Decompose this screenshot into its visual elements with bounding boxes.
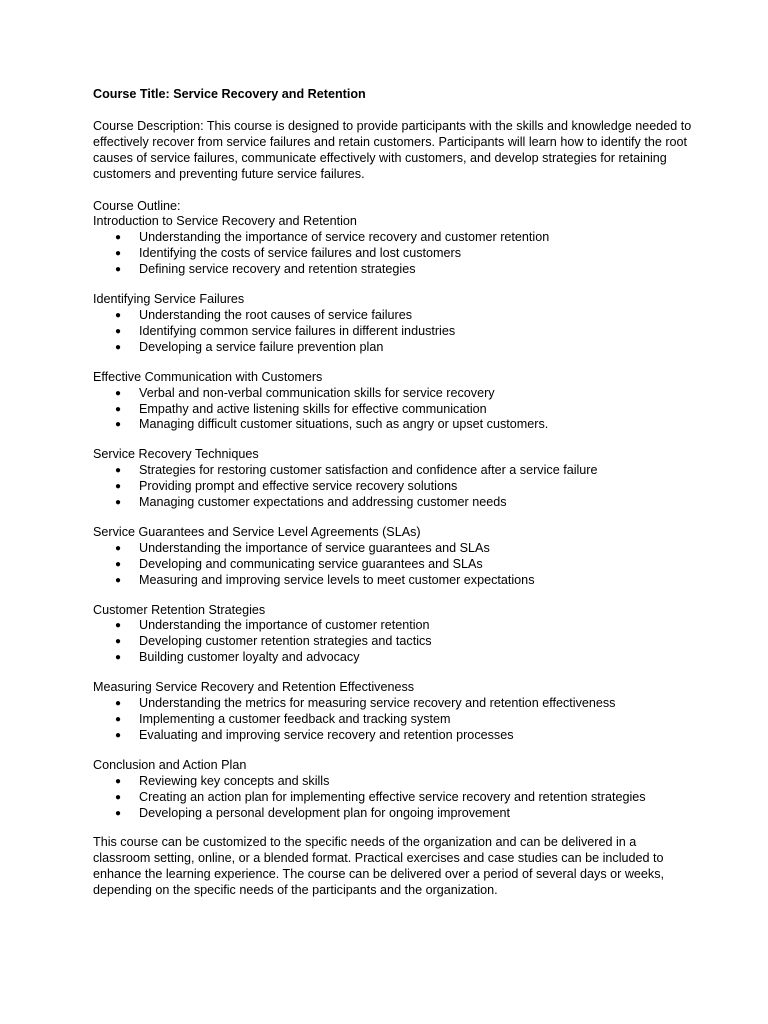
bullet-list: [93, 230, 693, 278]
list-item: [93, 495, 693, 511]
bullet-icon: ●: [115, 542, 122, 554]
list-item: [93, 790, 693, 806]
bullet-icon: ●: [115, 714, 122, 725]
list-item-text: Empathy and active listening skills for effective communication: [139, 401, 487, 416]
closing-paragraph: This course can be customized to the specific needs of the organization and can be delivered in a classroom setting, online, or a blended format. Practical exercises and case studies can be included to enhance the learning experience. The course can be delivered over a period of several days or weeks, depending on the specific needs of the participants and the organization.: [93, 835, 665, 898]
outline-section: [93, 603, 693, 667]
list-item-text: Identifying common service failures in different industries: [139, 323, 456, 338]
bullet-icon: ●: [115, 341, 122, 353]
outline-section: [93, 214, 693, 278]
list-item-text: Developing a personal development plan for ongoing improvement: [139, 805, 511, 820]
document-page: [93, 87, 693, 899]
list-item: [93, 696, 693, 712]
list-item-text: Implementing a customer feedback and tracking system: [139, 712, 451, 726]
list-item: [93, 340, 693, 356]
bullet-icon: ●: [115, 403, 122, 415]
bullet-icon: ●: [115, 636, 122, 648]
list-item: [93, 479, 693, 495]
bullet-list: [93, 774, 693, 822]
list-item: [93, 386, 693, 402]
list-item: [93, 308, 693, 324]
bullet-icon: ●: [115, 387, 122, 399]
list-item-text: Reviewing key concepts and skills: [139, 773, 330, 788]
list-item: [93, 230, 693, 246]
list-item-text: Providing prompt and effective service recovery solutions: [139, 479, 458, 494]
list-item: [93, 541, 693, 557]
bullet-list: [93, 308, 693, 356]
section-heading: Effective Communication with Customers: [93, 369, 323, 384]
bullet-icon: ●: [115, 652, 122, 664]
section-heading: Conclusion and Action Plan: [93, 757, 247, 772]
course-title: Course Title: Service Recovery and Retention: [93, 87, 366, 101]
list-item-text: Understanding the importance of service recovery and customer retention: [139, 230, 550, 245]
bullet-list: [93, 386, 693, 434]
list-item-text: Managing difficult customer situations, such as angry or upset customers.: [139, 417, 549, 432]
list-item-text: Building customer loyalty and advocacy: [139, 650, 360, 665]
list-item: [93, 650, 693, 666]
bullet-icon: ●: [115, 558, 122, 570]
list-item: [93, 402, 693, 418]
bullet-icon: ●: [115, 481, 122, 493]
bullet-icon: ●: [115, 264, 122, 276]
section-heading: Service Recovery Techniques: [93, 447, 259, 462]
section-heading: Measuring Service Recovery and Retention Effectiveness: [93, 680, 415, 695]
outline-section: [93, 525, 693, 589]
bullet-icon: ●: [115, 698, 122, 710]
bullet-icon: ●: [115, 325, 122, 337]
bullet-icon: ●: [115, 574, 122, 586]
list-item-text: Defining service recovery and retention strategies: [139, 262, 416, 277]
list-item: [93, 324, 693, 340]
list-item: [93, 712, 693, 728]
bullet-icon: ●: [115, 729, 122, 741]
list-item-text: Developing customer retention strategies and tactics: [139, 634, 432, 649]
bullet-icon: ●: [115, 232, 122, 244]
outline-section: [93, 292, 693, 356]
bullet-icon: ●: [115, 497, 122, 509]
bullet-list: [93, 618, 693, 666]
list-item: [93, 573, 693, 589]
list-item: [93, 417, 693, 433]
bullet-list: [93, 541, 693, 589]
bullet-icon: ●: [115, 309, 122, 321]
bullet-icon: ●: [115, 775, 122, 787]
list-item: [93, 634, 693, 650]
outline-section: [93, 447, 693, 511]
bullet-icon: ●: [115, 620, 122, 632]
list-item-text: Understanding the importance of service guarantees and SLAs: [139, 540, 490, 555]
outline-section: [93, 370, 693, 434]
list-item-text: Identifying the costs of service failures and lost customers: [139, 246, 461, 261]
bullet-icon: ●: [115, 419, 122, 431]
outline-label: Course Outline:: [93, 198, 181, 213]
outline-sections: [93, 214, 693, 821]
section-heading: Identifying Service Failures: [93, 292, 245, 307]
list-item: [93, 618, 693, 634]
list-item: [93, 246, 693, 262]
list-item-text: Managing customer expectations and addressing customer needs: [139, 495, 507, 510]
spacer: [93, 183, 693, 199]
bullet-list: [93, 696, 693, 744]
list-item-text: Understanding the root causes of service failures: [139, 307, 413, 322]
list-item: [93, 728, 693, 744]
section-heading: Introduction to Service Recovery and Retention: [93, 214, 357, 229]
list-item-text: Developing a service failure prevention plan: [139, 339, 384, 354]
list-item-text: Developing and communicating service guarantees and SLAs: [139, 556, 483, 571]
course-description: Course Description: This course is designed to provide participants with the skills and knowledge needed to effectively recover from service failures and retain customers. Participants will learn how to identify the root causes of service failures, communicate effectively with customers, and develop strategies for retaining customers and preventing future service failures.: [93, 118, 692, 181]
bullet-icon: ●: [115, 791, 122, 803]
list-item-text: Understanding the importance of customer retention: [139, 618, 430, 633]
list-item-text: Strategies for restoring customer satisfaction and confidence after a service failure: [139, 463, 598, 478]
list-item: [93, 262, 693, 278]
list-item-text: Measuring and improving service levels to meet customer expectations: [139, 572, 535, 587]
list-item: [93, 806, 693, 822]
section-heading: Service Guarantees and Service Level Agreements (SLAs): [93, 524, 421, 539]
bullet-icon: ●: [115, 465, 122, 477]
bullet-list: [93, 463, 693, 511]
list-item-text: Understanding the metrics for measuring service recovery and retention effectiveness: [139, 696, 616, 711]
outline-section: [93, 680, 693, 744]
list-item-text: Creating an action plan for implementing effective service recovery and retention strategies: [139, 789, 646, 804]
list-item: [93, 774, 693, 790]
list-item: [93, 557, 693, 573]
spacer: [93, 103, 693, 119]
section-heading: Customer Retention Strategies: [93, 602, 266, 617]
list-item-text: Verbal and non-verbal communication skills for service recovery: [139, 385, 495, 400]
list-item: [93, 463, 693, 479]
outline-section: [93, 758, 693, 822]
bullet-icon: ●: [115, 807, 122, 819]
bullet-icon: ●: [115, 248, 122, 260]
list-item-text: Evaluating and improving service recovery and retention processes: [139, 727, 514, 742]
